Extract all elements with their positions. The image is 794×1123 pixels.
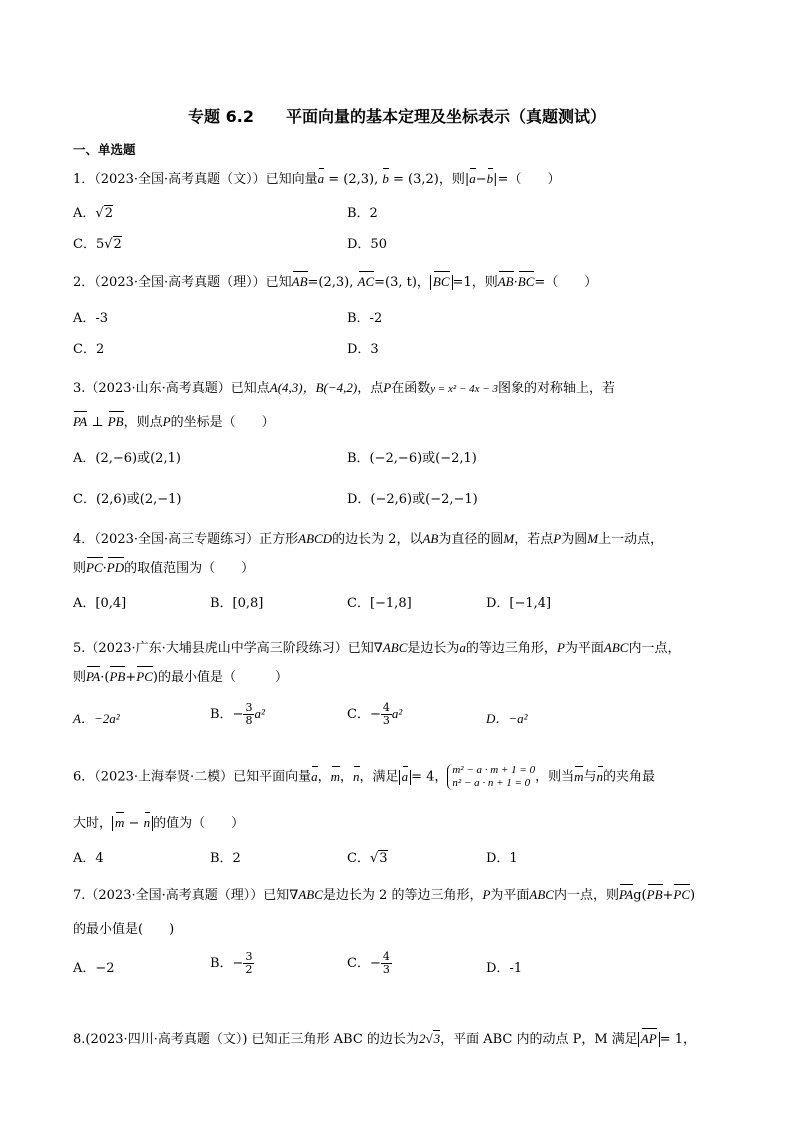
q7-option-a[interactable]: A．−2 [73, 961, 115, 976]
question-2: 2．（2023·全国·高考真题（理））已知AB=(2,3), AC=(3, t)， BC =1，则AB·BC=（ ） [73, 274, 598, 290]
question-5-line-2: 则PA·(PB+PC)的最小值是（ ） [73, 669, 288, 685]
q2-option-a[interactable]: A．-3 [73, 311, 109, 326]
q4-option-a[interactable]: A．[0,4] [73, 596, 127, 611]
q4-option-c[interactable]: C．[−1,8] [347, 596, 412, 611]
q7-option-b[interactable]: B．− $\frac{3}{2}$ [210, 950, 253, 976]
q1-option-c[interactable]: C．5√2 [73, 237, 122, 252]
q3-option-d[interactable]: D．(−2,6)或(−2,−1) [347, 492, 478, 507]
q1-option-a[interactable]: A．√2 [73, 206, 113, 221]
q7-option-c[interactable]: C．− $\frac{4}{3}$ [347, 950, 390, 976]
q6-option-d[interactable]: D．1 [486, 851, 518, 866]
question-3: 3.（2023·山东·高考真题）已知点A(4,3)，B(−4,2)，点P在函数y = x² − 4x − 3图象的对称轴上，若 [73, 380, 615, 396]
q4-option-d[interactable]: D．[−1,4] [486, 596, 552, 611]
question-5: 5.（2023·广东·大埔县虎山中学高三阶段练习）已知∇ABC是边长为a的等边三角形，P为平面ABC内一点， [73, 640, 681, 656]
question-7-line-2: 的最小值是( ) [73, 922, 175, 937]
q2-option-b[interactable]: B．-2 [347, 311, 383, 326]
question-6: 6．（2023·上海奉贤·二模）已知平面向量a，m，n，满足 a = 4， m² − a · m + 1 = 0 n² − a · n + 1 = 0 ，则当m与n的夹角最 [73, 764, 656, 789]
q2-option-d[interactable]: D．3 [347, 342, 379, 357]
question-4: 4．（2023·全国·高三专题练习）正方形ABCD的边长为 2，以AB为直径的圆M，若点P为圆M上一动点， [73, 531, 664, 547]
question-1: 1．（2023·全国·高考真题（文））已知向量a = (2,3), b = (3,2)，则|a−b|=（ ） [73, 171, 561, 187]
q5-option-a[interactable]: A．−2a² [73, 711, 120, 726]
page-title: 专题 6.2 平面向量的基本定理及坐标表示（真题测试） [188, 107, 606, 126]
section-heading: 一、单选题 [73, 142, 136, 157]
q3-option-b[interactable]: B．(−2,−6)或(−2,1) [347, 451, 477, 466]
q1-option-b[interactable]: B．2 [347, 206, 378, 221]
q6-option-a[interactable]: A．4 [73, 851, 104, 866]
q3-option-a[interactable]: A．(2,−6)或(2,1) [73, 451, 181, 466]
question-6-line-2: 大时， m − n 的值为（ ） [73, 815, 245, 831]
q1-option-d[interactable]: D．50 [347, 237, 387, 252]
q5-option-b[interactable]: B．− $\frac{3}{8}$ a² [210, 701, 265, 727]
q5-option-d[interactable]: D．−a² [486, 711, 528, 726]
q6-option-b[interactable]: B．2 [210, 851, 241, 866]
q3-option-c[interactable]: C．(2,6)或(2,−1) [73, 492, 182, 507]
question-3-line-2: PA ⊥ PB，则点P的坐标是（ ） [73, 414, 275, 430]
q6-option-c[interactable]: C．√3 [347, 851, 388, 866]
question-4-line-2: 则PC·PD的取值范围为（ ） [73, 560, 255, 576]
q4-option-b[interactable]: B．[0,8] [210, 596, 264, 611]
question-7: 7.（2023·全国·高考真题（理））已知∇ABC是边长为 2 的等边三角形，P为平面ABC内一点，则PAg(PB+PC) [73, 887, 696, 903]
question-8: 8.(2023·四川·高考真题（文）) 已知正三角形 ABC 的边长为2√3，平面 ABC 内的动点 P，M 满足 AP = 1， [73, 1031, 696, 1047]
q5-option-c[interactable]: C．− $\frac{4}{3}$ a² [347, 701, 403, 727]
q2-option-c[interactable]: C．2 [73, 342, 105, 357]
q7-option-d[interactable]: D．-1 [486, 961, 523, 976]
